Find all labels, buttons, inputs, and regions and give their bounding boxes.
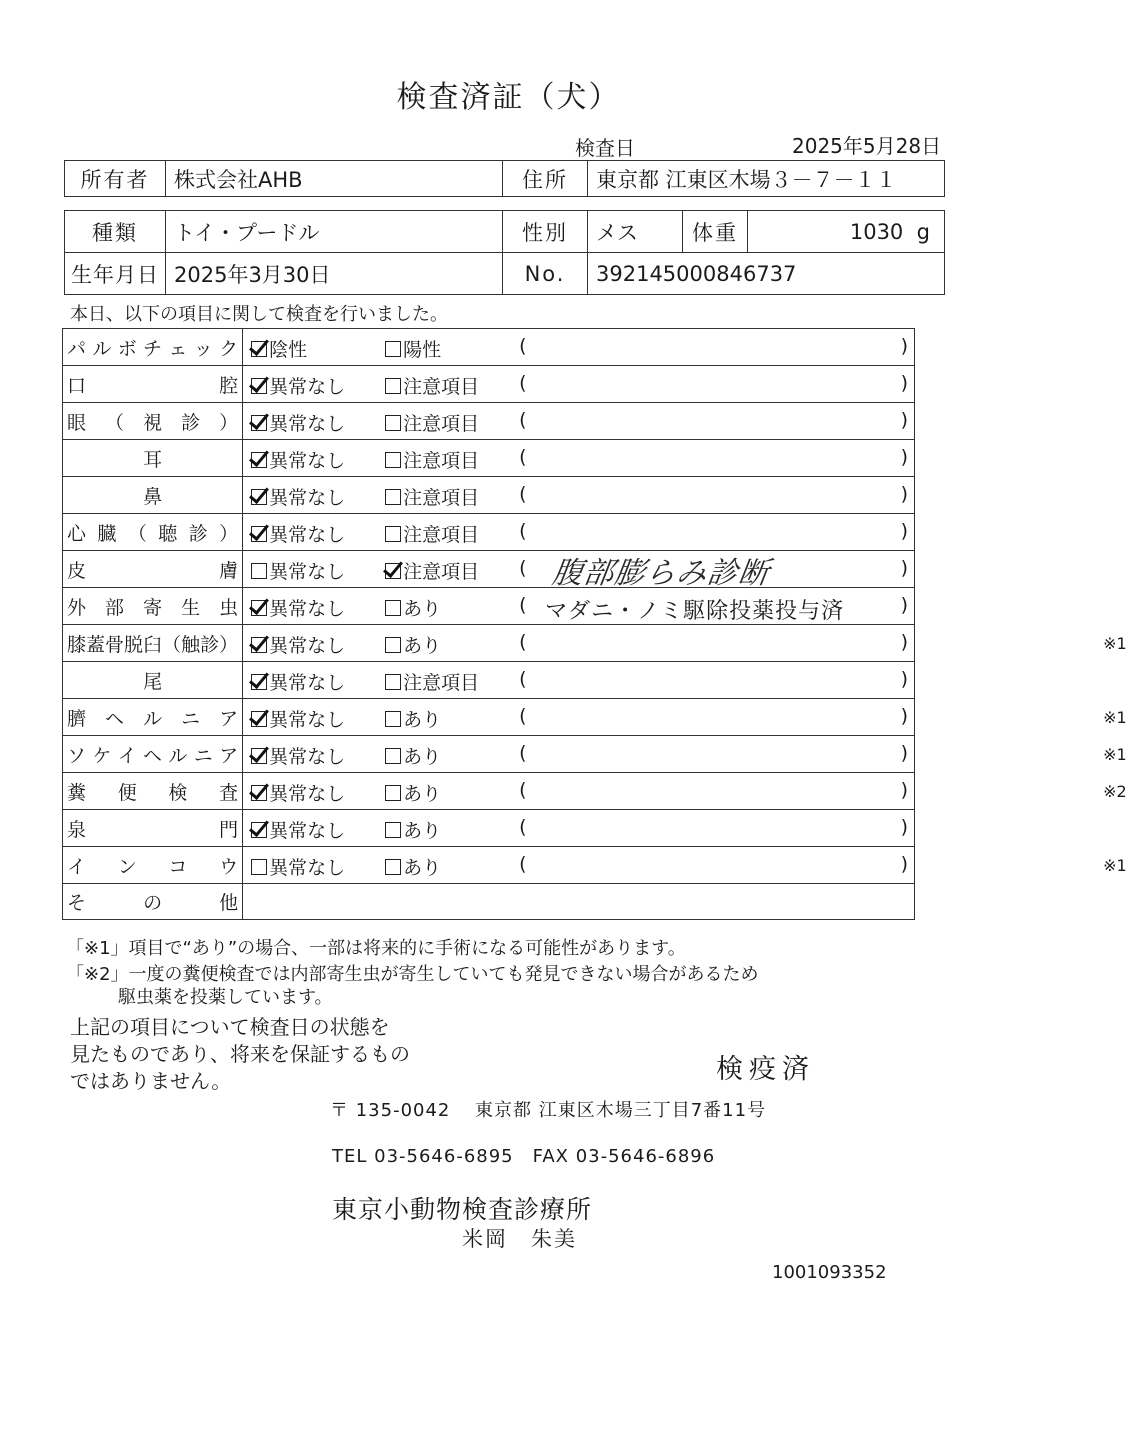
- item-name: 口 腔: [67, 374, 239, 397]
- option-normal-label: 陰性: [269, 339, 308, 361]
- option-abnormal-label: 注意項目: [403, 487, 480, 509]
- paren-open: (: [519, 520, 527, 542]
- option-abnormal-label: あり: [403, 820, 442, 842]
- item-result-cell: [243, 625, 1127, 662]
- item-comment: マダニ・ノミ駆除投薬投与済: [545, 599, 845, 624]
- empty-box-icon[interactable]: [251, 859, 267, 875]
- paren-close: ): [900, 631, 908, 653]
- check-row: [63, 625, 915, 662]
- option-normal-label: 異常なし: [269, 524, 346, 546]
- empty-box-icon[interactable]: [385, 415, 401, 431]
- checked-box-icon[interactable]: [251, 600, 267, 616]
- quarantine-stamp: 検疫済: [716, 1054, 815, 1085]
- exam-date-value: 2025年5月28日: [792, 134, 942, 158]
- item-result-cell: [243, 773, 1127, 810]
- empty-box-icon[interactable]: [385, 711, 401, 727]
- paren-open: (: [519, 372, 527, 394]
- paren-close: ): [900, 446, 908, 468]
- option-abnormal[interactable]: [385, 594, 441, 621]
- option-abnormal[interactable]: [385, 335, 441, 362]
- owner-value: 株式会社AHB: [166, 161, 503, 197]
- option-normal[interactable]: [251, 594, 345, 621]
- disclaimer-line: 上記の項目について検査日の状態を: [70, 1015, 390, 1039]
- item-result-cell: [243, 847, 1127, 884]
- note-2: 「※2」一度の糞便検査では内部寄生虫が寄生していても発見できない場合があるため: [66, 964, 759, 985]
- paren-open: (: [519, 594, 527, 616]
- number-label: No.: [503, 253, 588, 295]
- item-name-cell: [63, 514, 243, 551]
- checked-box-icon[interactable]: [251, 674, 267, 690]
- breed-value: トイ・プードル: [166, 211, 503, 253]
- checked-box-icon[interactable]: [251, 489, 267, 505]
- paren-close: ): [900, 668, 908, 690]
- item-name-cell: [63, 699, 243, 736]
- option-abnormal-label: 注意項目: [403, 413, 480, 435]
- item-name: 膝 蓋 骨 脱 臼 （ 触 診 ）: [67, 633, 239, 656]
- item-name-cell: [63, 588, 243, 625]
- checked-box-icon[interactable]: [251, 378, 267, 394]
- option-abnormal-label: 注意項目: [403, 450, 480, 472]
- option-normal-label: 異常なし: [269, 598, 346, 620]
- paren-open: (: [519, 705, 527, 727]
- check-row: [63, 477, 915, 514]
- option-abnormal-label: あり: [403, 709, 442, 731]
- option-abnormal[interactable]: [385, 372, 479, 399]
- empty-box-icon[interactable]: [251, 563, 267, 579]
- note-1: 「※1」項目で“あり”の場合、一部は将来的に手術になる可能性があります。: [66, 938, 686, 959]
- weight-value: 1030: [849, 219, 904, 244]
- option-normal[interactable]: [251, 853, 345, 880]
- checked-box-icon[interactable]: [251, 526, 267, 542]
- note-3: 駆虫薬を投薬しています。: [118, 987, 333, 1008]
- check-row: [63, 329, 915, 366]
- empty-box-icon[interactable]: [385, 341, 401, 357]
- address-label: 住所: [503, 161, 588, 197]
- paren-open: (: [519, 779, 527, 801]
- option-normal[interactable]: [251, 779, 345, 806]
- disclaimer-line: ではありません。: [70, 1069, 232, 1093]
- item-result-cell: [243, 736, 1127, 773]
- item-name-cell: [63, 662, 243, 699]
- empty-box-icon[interactable]: [385, 748, 401, 764]
- option-normal-label: 異常なし: [269, 376, 346, 398]
- option-abnormal[interactable]: [385, 742, 441, 769]
- sex-label: 性別: [503, 211, 588, 253]
- weight-unit: g: [916, 219, 930, 244]
- person-name: 米岡 朱美: [462, 1227, 577, 1251]
- empty-box-icon[interactable]: [385, 785, 401, 801]
- empty-box-icon[interactable]: [385, 378, 401, 394]
- option-normal[interactable]: [251, 409, 345, 436]
- option-normal-label: 異常なし: [269, 783, 346, 805]
- option-abnormal[interactable]: [385, 483, 479, 510]
- clinic-name: 東京小動物検査診療所: [332, 1195, 593, 1224]
- checked-box-icon[interactable]: [251, 452, 267, 468]
- owner-label: 所有者: [65, 161, 166, 197]
- item-result-cell: [243, 329, 915, 366]
- option-normal[interactable]: [251, 668, 345, 695]
- empty-box-icon[interactable]: [385, 489, 401, 505]
- item-name-cell: [63, 329, 243, 366]
- other-label: そ の 他: [67, 892, 239, 914]
- option-abnormal-label: 注意項目: [403, 672, 480, 694]
- paren-open: (: [519, 557, 527, 579]
- checked-box-icon[interactable]: [251, 748, 267, 764]
- item-result-cell: [243, 440, 915, 477]
- item-name-cell: [63, 625, 243, 662]
- intro-text: 本日、以下の項目に関して検査を行いました。: [70, 304, 448, 325]
- item-name: イ ン コ ウ: [67, 855, 239, 878]
- option-abnormal[interactable]: [385, 816, 441, 843]
- item-footnote-mark: ※1: [1103, 708, 1127, 727]
- option-normal[interactable]: [251, 816, 345, 843]
- check-row: [63, 699, 915, 736]
- option-normal[interactable]: [251, 742, 345, 769]
- item-name: パ ル ボ チ ェ ッ ク: [67, 337, 239, 360]
- paren-close: ): [900, 816, 908, 838]
- item-name: 眼 （ 視 診 ）: [67, 411, 239, 434]
- paren-close: ): [900, 372, 908, 394]
- other-label-cell: [63, 884, 243, 920]
- option-abnormal-label: 注意項目: [403, 524, 480, 546]
- option-abnormal[interactable]: [385, 557, 479, 584]
- check-row: [63, 514, 915, 551]
- breed-label: 種類: [65, 211, 166, 253]
- check-row: [63, 551, 915, 588]
- item-name-cell: [63, 773, 243, 810]
- empty-box-icon[interactable]: [385, 452, 401, 468]
- tel-fax: TEL 03-5646-6895 FAX 03-5646-6896: [332, 1146, 716, 1167]
- item-result-cell: [243, 699, 1127, 736]
- empty-box-icon[interactable]: [385, 600, 401, 616]
- option-abnormal-label: あり: [403, 598, 442, 620]
- item-name: 臍 ヘ ル ニ ア: [67, 707, 239, 730]
- paren-open: (: [519, 668, 527, 690]
- item-name-cell: [63, 440, 243, 477]
- paren-close: ): [900, 409, 908, 431]
- option-normal[interactable]: [251, 335, 307, 362]
- item-name-cell: [63, 810, 243, 847]
- paren-open: (: [519, 409, 527, 431]
- checked-box-icon[interactable]: [251, 341, 267, 357]
- checked-box-icon[interactable]: [251, 822, 267, 838]
- item-name: 心 臓 （ 聴 診 ）: [67, 522, 239, 545]
- postal-code: 〒 135-0042: [330, 1100, 451, 1121]
- option-normal-label: 異常なし: [269, 561, 346, 583]
- check-table: [62, 328, 1127, 920]
- item-result-cell: [243, 403, 915, 440]
- option-abnormal-label: あり: [403, 857, 442, 879]
- page-title: 検査済証（犬）: [396, 80, 621, 115]
- option-abnormal[interactable]: [385, 409, 479, 436]
- paren-open: (: [519, 742, 527, 764]
- item-result-cell: [243, 662, 915, 699]
- paren-close: ): [900, 483, 908, 505]
- paren-open: (: [519, 853, 527, 875]
- clinic-address: 東京都 江東区木場三丁目7番11号: [475, 1100, 767, 1121]
- item-name: ソ ケ イ ヘ ル ニ ア: [67, 744, 239, 767]
- option-abnormal[interactable]: [385, 631, 441, 658]
- item-result-cell: [243, 588, 915, 625]
- option-normal-label: 異常なし: [269, 857, 346, 879]
- option-normal-label: 異常なし: [269, 635, 346, 657]
- option-normal-label: 異常なし: [269, 820, 346, 842]
- option-normal[interactable]: [251, 705, 345, 732]
- paren-open: (: [519, 446, 527, 468]
- item-footnote-mark: ※1: [1103, 634, 1127, 653]
- option-normal-label: 異常なし: [269, 413, 346, 435]
- item-name: 耳: [143, 448, 163, 471]
- check-row: [63, 403, 915, 440]
- empty-box-icon[interactable]: [385, 859, 401, 875]
- item-result-cell: [243, 514, 915, 551]
- paren-close: ): [900, 594, 908, 616]
- option-abnormal-label: あり: [403, 746, 442, 768]
- option-normal[interactable]: [251, 631, 345, 658]
- item-name-cell: [63, 403, 243, 440]
- option-normal-label: 異常なし: [269, 450, 346, 472]
- checked-box-icon[interactable]: [251, 415, 267, 431]
- paren-close: ): [900, 853, 908, 875]
- paren-close: ): [900, 705, 908, 727]
- check-row: [63, 847, 915, 884]
- paren-close: ): [900, 557, 908, 579]
- option-abnormal[interactable]: [385, 853, 441, 880]
- empty-box-icon[interactable]: [385, 674, 401, 690]
- option-abnormal[interactable]: [385, 446, 479, 473]
- check-row: [63, 440, 915, 477]
- item-result-cell: [243, 366, 915, 403]
- paren-close: ): [900, 779, 908, 801]
- option-abnormal[interactable]: [385, 779, 441, 806]
- item-name: 泉 門: [67, 818, 239, 841]
- other-value: [243, 884, 915, 920]
- paren-close: ): [900, 335, 908, 357]
- item-name-cell: [63, 366, 243, 403]
- info-table: [64, 210, 945, 295]
- check-row: [63, 588, 915, 625]
- paren-close: ): [900, 742, 908, 764]
- paren-open: (: [519, 816, 527, 838]
- check-row: [63, 662, 915, 699]
- option-abnormal[interactable]: [385, 705, 441, 732]
- exam-date-label: 検査日: [575, 136, 635, 160]
- item-name-cell: [63, 847, 243, 884]
- item-name: 外 部 寄 生 虫: [67, 596, 239, 619]
- option-normal[interactable]: [251, 520, 345, 547]
- item-footnote-mark: ※2: [1103, 782, 1127, 801]
- paren-open: (: [519, 335, 527, 357]
- item-name-cell: [63, 551, 243, 588]
- paren-close: ): [900, 520, 908, 542]
- empty-box-icon[interactable]: [385, 822, 401, 838]
- check-row: [63, 773, 915, 810]
- address-value: 東京都 江東区木場３－７－１１: [588, 161, 945, 197]
- checked-box-icon[interactable]: [251, 785, 267, 801]
- weight-label: 体重: [683, 211, 748, 253]
- empty-box-icon[interactable]: [385, 637, 401, 653]
- weight-cell: [748, 211, 945, 253]
- option-abnormal[interactable]: [385, 520, 479, 547]
- birth-label: 生年月日: [65, 253, 166, 295]
- sex-value: メス: [588, 211, 683, 253]
- check-row: [63, 736, 915, 773]
- option-normal-label: 異常なし: [269, 672, 346, 694]
- option-normal[interactable]: [251, 557, 345, 584]
- option-abnormal-label: 陽性: [403, 339, 442, 361]
- handwritten-note: 腹部膨らみ診断: [550, 556, 772, 591]
- item-name-cell: [63, 477, 243, 514]
- option-normal-label: 異常なし: [269, 709, 346, 731]
- item-result-cell: [243, 477, 915, 514]
- empty-box-icon[interactable]: [385, 526, 401, 542]
- option-abnormal-label: 注意項目: [403, 561, 480, 583]
- item-name: 鼻: [143, 485, 163, 508]
- item-name: 糞 便 検 査: [67, 781, 239, 804]
- option-abnormal-label: 注意項目: [403, 376, 480, 398]
- checked-box-icon[interactable]: [251, 637, 267, 653]
- item-name: 尾: [143, 670, 163, 693]
- option-normal[interactable]: [251, 446, 345, 473]
- checked-box-icon[interactable]: [251, 711, 267, 727]
- paren-open: (: [519, 483, 527, 505]
- disclaimer: [70, 1014, 410, 1095]
- option-abnormal-label: あり: [403, 783, 442, 805]
- owner-table: [64, 160, 945, 197]
- option-normal[interactable]: [251, 483, 345, 510]
- checked-box-icon[interactable]: [385, 563, 401, 579]
- option-normal-label: 異常なし: [269, 487, 346, 509]
- serial-number: 1001093352: [772, 1262, 887, 1283]
- disclaimer-line: 見たものであり、将来を保証するもの: [70, 1042, 410, 1066]
- item-footnote-mark: ※1: [1103, 745, 1127, 764]
- number-value: 392145000846737: [588, 253, 945, 295]
- item-name-cell: [63, 736, 243, 773]
- option-abnormal[interactable]: [385, 668, 479, 695]
- paren-open: (: [519, 631, 527, 653]
- option-abnormal-label: あり: [403, 635, 442, 657]
- check-row: [63, 810, 915, 847]
- option-normal-label: 異常なし: [269, 746, 346, 768]
- item-result-cell: [243, 810, 915, 847]
- item-footnote-mark: ※1: [1103, 856, 1127, 875]
- item-name: 皮 膚: [67, 559, 239, 582]
- option-normal[interactable]: [251, 372, 345, 399]
- birth-value: 2025年3月30日: [166, 253, 503, 295]
- check-row: [63, 366, 915, 403]
